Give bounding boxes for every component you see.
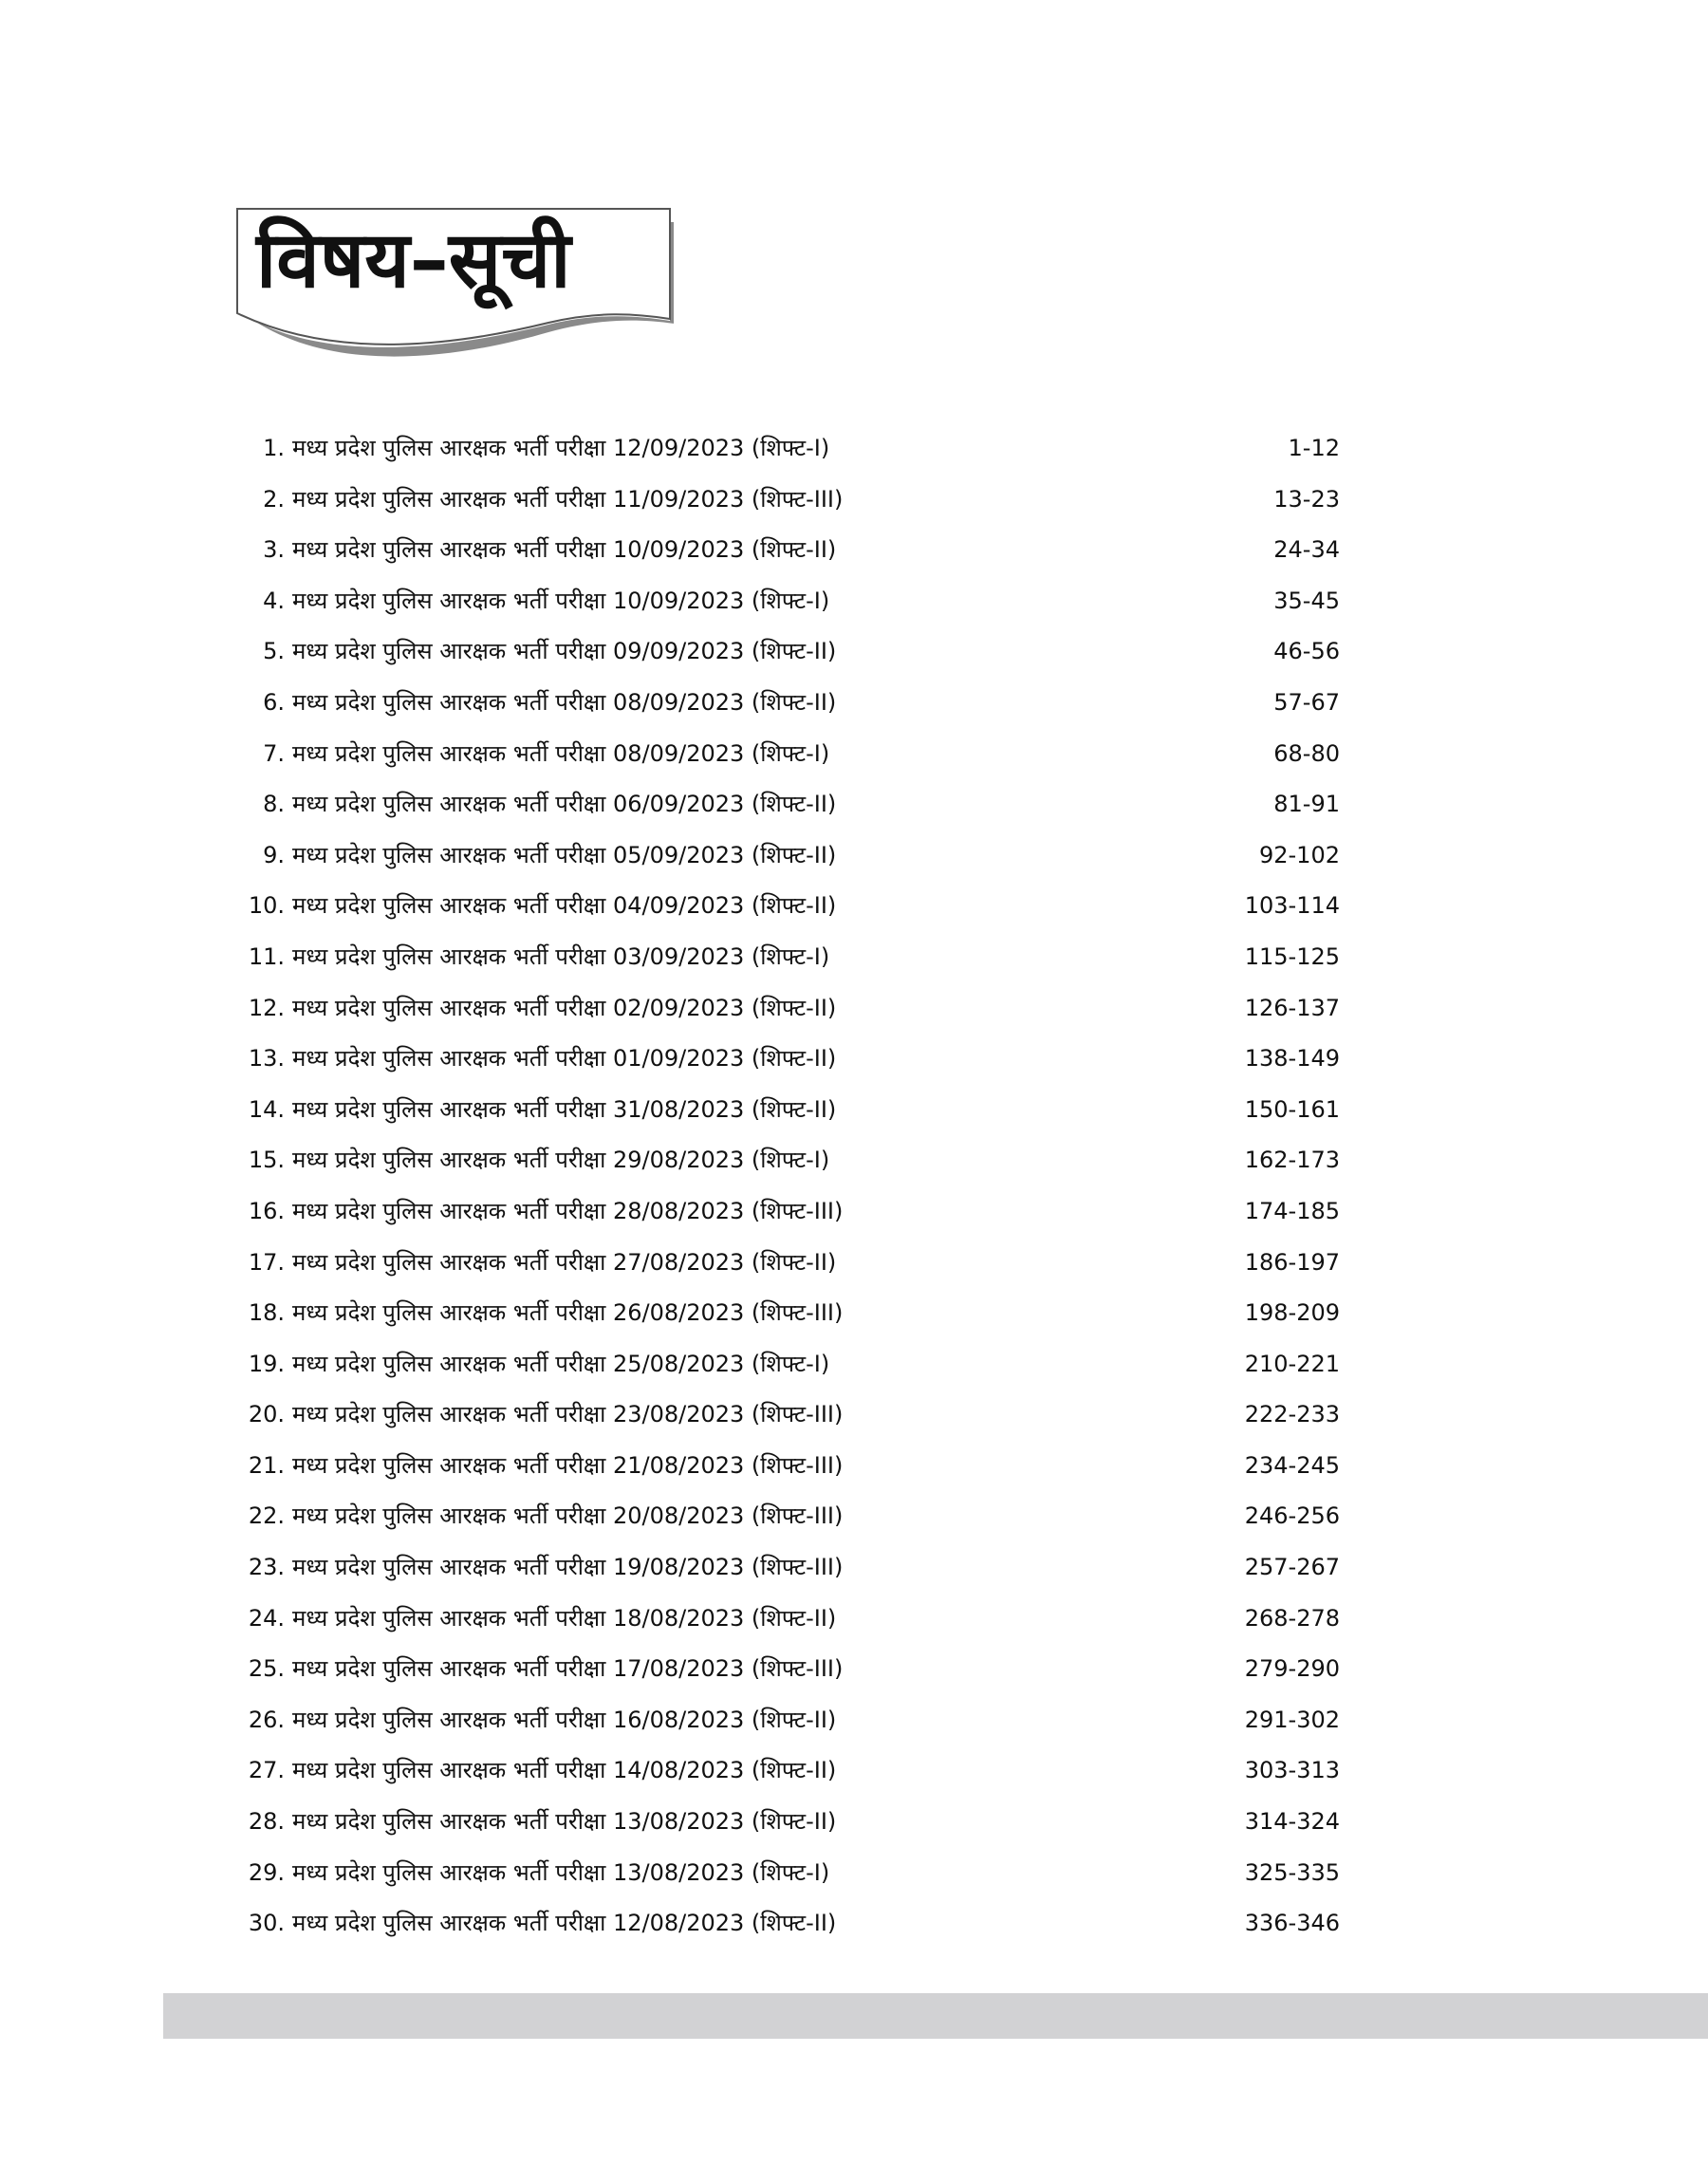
toc-entry-pages: 186-197 (1244, 1248, 1340, 1276)
toc-entry-number: 6. (263, 688, 285, 716)
toc-entry (228, 983, 1347, 1035)
toc-entry-number: 10. (248, 892, 285, 920)
page-title: विषय–सूची (256, 215, 571, 306)
toc-entry-number: 7. (263, 739, 285, 767)
toc-entry-pages: 103-114 (1244, 892, 1340, 920)
toc-entry-pages: 57-67 (1273, 688, 1340, 716)
toc-entry-number: 22. (248, 1502, 285, 1530)
toc-entry (228, 1745, 1347, 1797)
toc-entry-title: मध्य प्रदेश पुलिस आरक्षक भर्ती परीक्षा 23/08/2023 (शिफ्ट-III) (292, 1401, 844, 1428)
toc-entry-title: मध्य प्रदेश पुलिस आरक्षक भर्ती परीक्षा 17/08/2023 (शिफ्ट-III) (292, 1655, 844, 1683)
footer-band (163, 1993, 1708, 2039)
toc-entry (228, 1542, 1347, 1594)
toc-entry (228, 932, 1347, 983)
toc-entry-number: 21. (248, 1451, 285, 1479)
toc-entry-number: 12. (248, 994, 285, 1021)
toc-entry-title: मध्य प्रदेश पुलिस आरक्षक भर्ती परीक्षा 31/08/2023 (शिफ्ट-II) (292, 1095, 837, 1123)
toc-entry-number: 8. (263, 791, 285, 818)
toc-entry-title: मध्य प्रदेश पुलिस आरक्षक भर्ती परीक्षा 02/09/2023 (शिफ्ट-II) (292, 994, 837, 1021)
toc-entry-pages: 174-185 (1244, 1197, 1340, 1224)
toc-entry-number: 24. (248, 1604, 285, 1632)
toc-entry-title: मध्य प्रदेश पुलिस आरक्षक भर्ती परीक्षा 13/08/2023 (शिफ्ट-I) (292, 1858, 830, 1886)
toc-entry-title: मध्य प्रदेश पुलिस आरक्षक भर्ती परीक्षा 05/09/2023 (शिफ्ट-II) (292, 841, 837, 868)
toc-entry (228, 1288, 1347, 1339)
toc-entry-pages: 92-102 (1258, 841, 1340, 868)
toc-entry-title: मध्य प्रदेश पुलिस आरक्षक भर्ती परीक्षा 08/09/2023 (शिफ्ट-I) (292, 739, 830, 767)
toc-entry-pages: 35-45 (1273, 587, 1340, 614)
toc-entry-number: 2. (263, 485, 285, 513)
toc-entry-number: 13. (248, 1045, 285, 1073)
toc-entry (228, 1034, 1347, 1085)
table-of-contents (228, 423, 1347, 1950)
toc-entry (228, 1797, 1347, 1848)
toc-entry-title: मध्य प्रदेश पुलिस आरक्षक भर्ती परीक्षा 12/09/2023 (शिफ्ट-I) (292, 435, 830, 461)
toc-entry-title: मध्य प्रदेश पुलिस आरक्षक भर्ती परीक्षा 04/09/2023 (शिफ्ट-II) (292, 892, 837, 920)
toc-entry (228, 881, 1347, 932)
toc-entry-pages: 13-23 (1273, 485, 1340, 513)
toc-entry (228, 576, 1347, 627)
toc-entry-title: मध्य प्रदेश पुलिस आरक्षक भर्ती परीक्षा 19/08/2023 (शिफ्ट-III) (292, 1554, 844, 1581)
toc-entry-title: मध्य प्रदेश पुलिस आरक्षक भर्ती परीक्षा 16/08/2023 (शिफ्ट-II) (292, 1706, 837, 1733)
toc-entry-title: मध्य प्रदेश पुलिस आरक्षक भर्ती परीक्षा 12/08/2023 (शिफ्ट-II) (292, 1910, 837, 1937)
toc-entry-pages: 268-278 (1244, 1604, 1340, 1632)
toc-entry-pages: 279-290 (1244, 1655, 1340, 1683)
toc-entry-number: 19. (248, 1350, 285, 1377)
toc-entry-pages: 162-173 (1244, 1147, 1340, 1174)
toc-entry-pages: 234-245 (1244, 1451, 1340, 1479)
toc-entry (228, 1695, 1347, 1746)
toc-entry (228, 779, 1347, 830)
toc-entry (228, 525, 1347, 576)
toc-entry-number: 3. (263, 536, 285, 564)
toc-entry (228, 678, 1347, 729)
toc-entry-pages: 126-137 (1244, 994, 1340, 1021)
page-title-box (235, 207, 674, 366)
toc-entry-pages: 1-12 (1288, 435, 1340, 461)
toc-entry-pages: 46-56 (1273, 638, 1340, 665)
toc-entry-number: 14. (248, 1095, 285, 1123)
toc-entry (228, 1441, 1347, 1492)
toc-entry (228, 1135, 1347, 1186)
toc-entry-pages: 115-125 (1244, 942, 1340, 970)
toc-entry-title: मध्य प्रदेश पुलिस आरक्षक भर्ती परीक्षा 14/08/2023 (शिफ्ट-II) (292, 1757, 837, 1784)
toc-entry (228, 1186, 1347, 1238)
toc-entry (228, 729, 1347, 780)
toc-entry-pages: 198-209 (1244, 1299, 1340, 1327)
toc-entry (228, 1238, 1347, 1289)
toc-entry-pages: 314-324 (1244, 1808, 1340, 1836)
toc-entry (228, 1898, 1347, 1950)
toc-entry-title: मध्य प्रदेश पुलिस आरक्षक भर्ती परीक्षा 03/09/2023 (शिफ्ट-I) (292, 942, 830, 970)
toc-entry-number: 17. (248, 1248, 285, 1276)
toc-entry-number: 15. (248, 1147, 285, 1174)
toc-entry-pages: 150-161 (1244, 1095, 1340, 1123)
toc-entry (228, 1390, 1347, 1441)
toc-entry-number: 5. (263, 638, 285, 665)
toc-entry-number: 30. (248, 1910, 285, 1937)
toc-entry-pages: 81-91 (1273, 791, 1340, 818)
toc-entry-pages: 210-221 (1244, 1350, 1340, 1377)
toc-entry-pages: 291-302 (1244, 1706, 1340, 1733)
toc-entry (228, 1339, 1347, 1390)
toc-entry-title: मध्य प्रदेश पुलिस आरक्षक भर्ती परीक्षा 06/09/2023 (शिफ्ट-II) (292, 791, 837, 818)
toc-entry-pages: 68-80 (1273, 739, 1340, 767)
toc-entry-title: मध्य प्रदेश पुलिस आरक्षक भर्ती परीक्षा 11/09/2023 (शिफ्ट-III) (292, 485, 844, 513)
toc-entry-number: 4. (263, 587, 285, 614)
toc-entry-number: 16. (248, 1197, 285, 1224)
toc-entry-title: मध्य प्रदेश पुलिस आरक्षक भर्ती परीक्षा 21/08/2023 (शिफ्ट-III) (292, 1451, 844, 1479)
toc-entry-pages: 246-256 (1244, 1502, 1340, 1530)
toc-entry (228, 475, 1347, 526)
toc-entry-title: मध्य प्रदेश पुलिस आरक्षक भर्ती परीक्षा 13/08/2023 (शिफ्ट-II) (292, 1808, 837, 1836)
toc-entry-number: 20. (248, 1401, 285, 1428)
toc-entry (228, 1085, 1347, 1136)
toc-entry-pages: 257-267 (1244, 1554, 1340, 1581)
toc-entry-number: 25. (248, 1655, 285, 1683)
toc-entry (228, 626, 1347, 678)
toc-entry-pages: 336-346 (1244, 1910, 1340, 1937)
toc-entry-pages: 325-335 (1244, 1858, 1340, 1886)
toc-entry-number: 9. (263, 841, 285, 868)
toc-entry-pages: 222-233 (1244, 1401, 1340, 1428)
toc-entry (228, 830, 1347, 882)
toc-entry-title: मध्य प्रदेश पुलिस आरक्षक भर्ती परीक्षा 10/09/2023 (शिफ्ट-II) (292, 536, 837, 564)
toc-entry-title: मध्य प्रदेश पुलिस आरक्षक भर्ती परीक्षा 18/08/2023 (शिफ्ट-II) (292, 1604, 837, 1632)
toc-entry (228, 1491, 1347, 1542)
toc-entry-number: 26. (248, 1706, 285, 1733)
toc-entry-title: मध्य प्रदेश पुलिस आरक्षक भर्ती परीक्षा 26/08/2023 (शिफ्ट-III) (292, 1299, 844, 1327)
toc-entry-pages: 138-149 (1244, 1045, 1340, 1073)
toc-entry-number: 1. (263, 435, 285, 461)
toc-entry-title: मध्य प्रदेश पुलिस आरक्षक भर्ती परीक्षा 28/08/2023 (शिफ्ट-III) (292, 1197, 844, 1224)
toc-entry-number: 29. (248, 1858, 285, 1886)
toc-entry-number: 11. (248, 942, 285, 970)
toc-entry-number: 23. (248, 1554, 285, 1581)
toc-entry-title: मध्य प्रदेश पुलिस आरक्षक भर्ती परीक्षा 01/09/2023 (शिफ्ट-II) (292, 1045, 837, 1073)
toc-entry-title: मध्य प्रदेश पुलिस आरक्षक भर्ती परीक्षा 10/09/2023 (शिफ्ट-I) (292, 587, 830, 614)
toc-entry-title: मध्य प्रदेश पुलिस आरक्षक भर्ती परीक्षा 27/08/2023 (शिफ्ट-II) (292, 1248, 837, 1276)
toc-entry (228, 423, 1347, 475)
toc-entry-title: मध्य प्रदेश पुलिस आरक्षक भर्ती परीक्षा 25/08/2023 (शिफ्ट-I) (292, 1350, 830, 1377)
toc-entry-title: मध्य प्रदेश पुलिस आरक्षक भर्ती परीक्षा 29/08/2023 (शिफ्ट-I) (292, 1147, 830, 1174)
toc-entry (228, 1644, 1347, 1695)
toc-entry-number: 27. (248, 1757, 285, 1784)
toc-entry (228, 1594, 1347, 1645)
toc-entry-pages: 24-34 (1273, 536, 1340, 564)
toc-entry-number: 28. (248, 1808, 285, 1836)
toc-entry (228, 1848, 1347, 1899)
toc-entry-pages: 303-313 (1244, 1757, 1340, 1784)
toc-entry-title: मध्य प्रदेश पुलिस आरक्षक भर्ती परीक्षा 20/08/2023 (शिफ्ट-III) (292, 1502, 844, 1530)
toc-entry-title: मध्य प्रदेश पुलिस आरक्षक भर्ती परीक्षा 08/09/2023 (शिफ्ट-II) (292, 688, 837, 716)
toc-entry-title: मध्य प्रदेश पुलिस आरक्षक भर्ती परीक्षा 09/09/2023 (शिफ्ट-II) (292, 638, 837, 665)
toc-entry-number: 18. (248, 1299, 285, 1327)
